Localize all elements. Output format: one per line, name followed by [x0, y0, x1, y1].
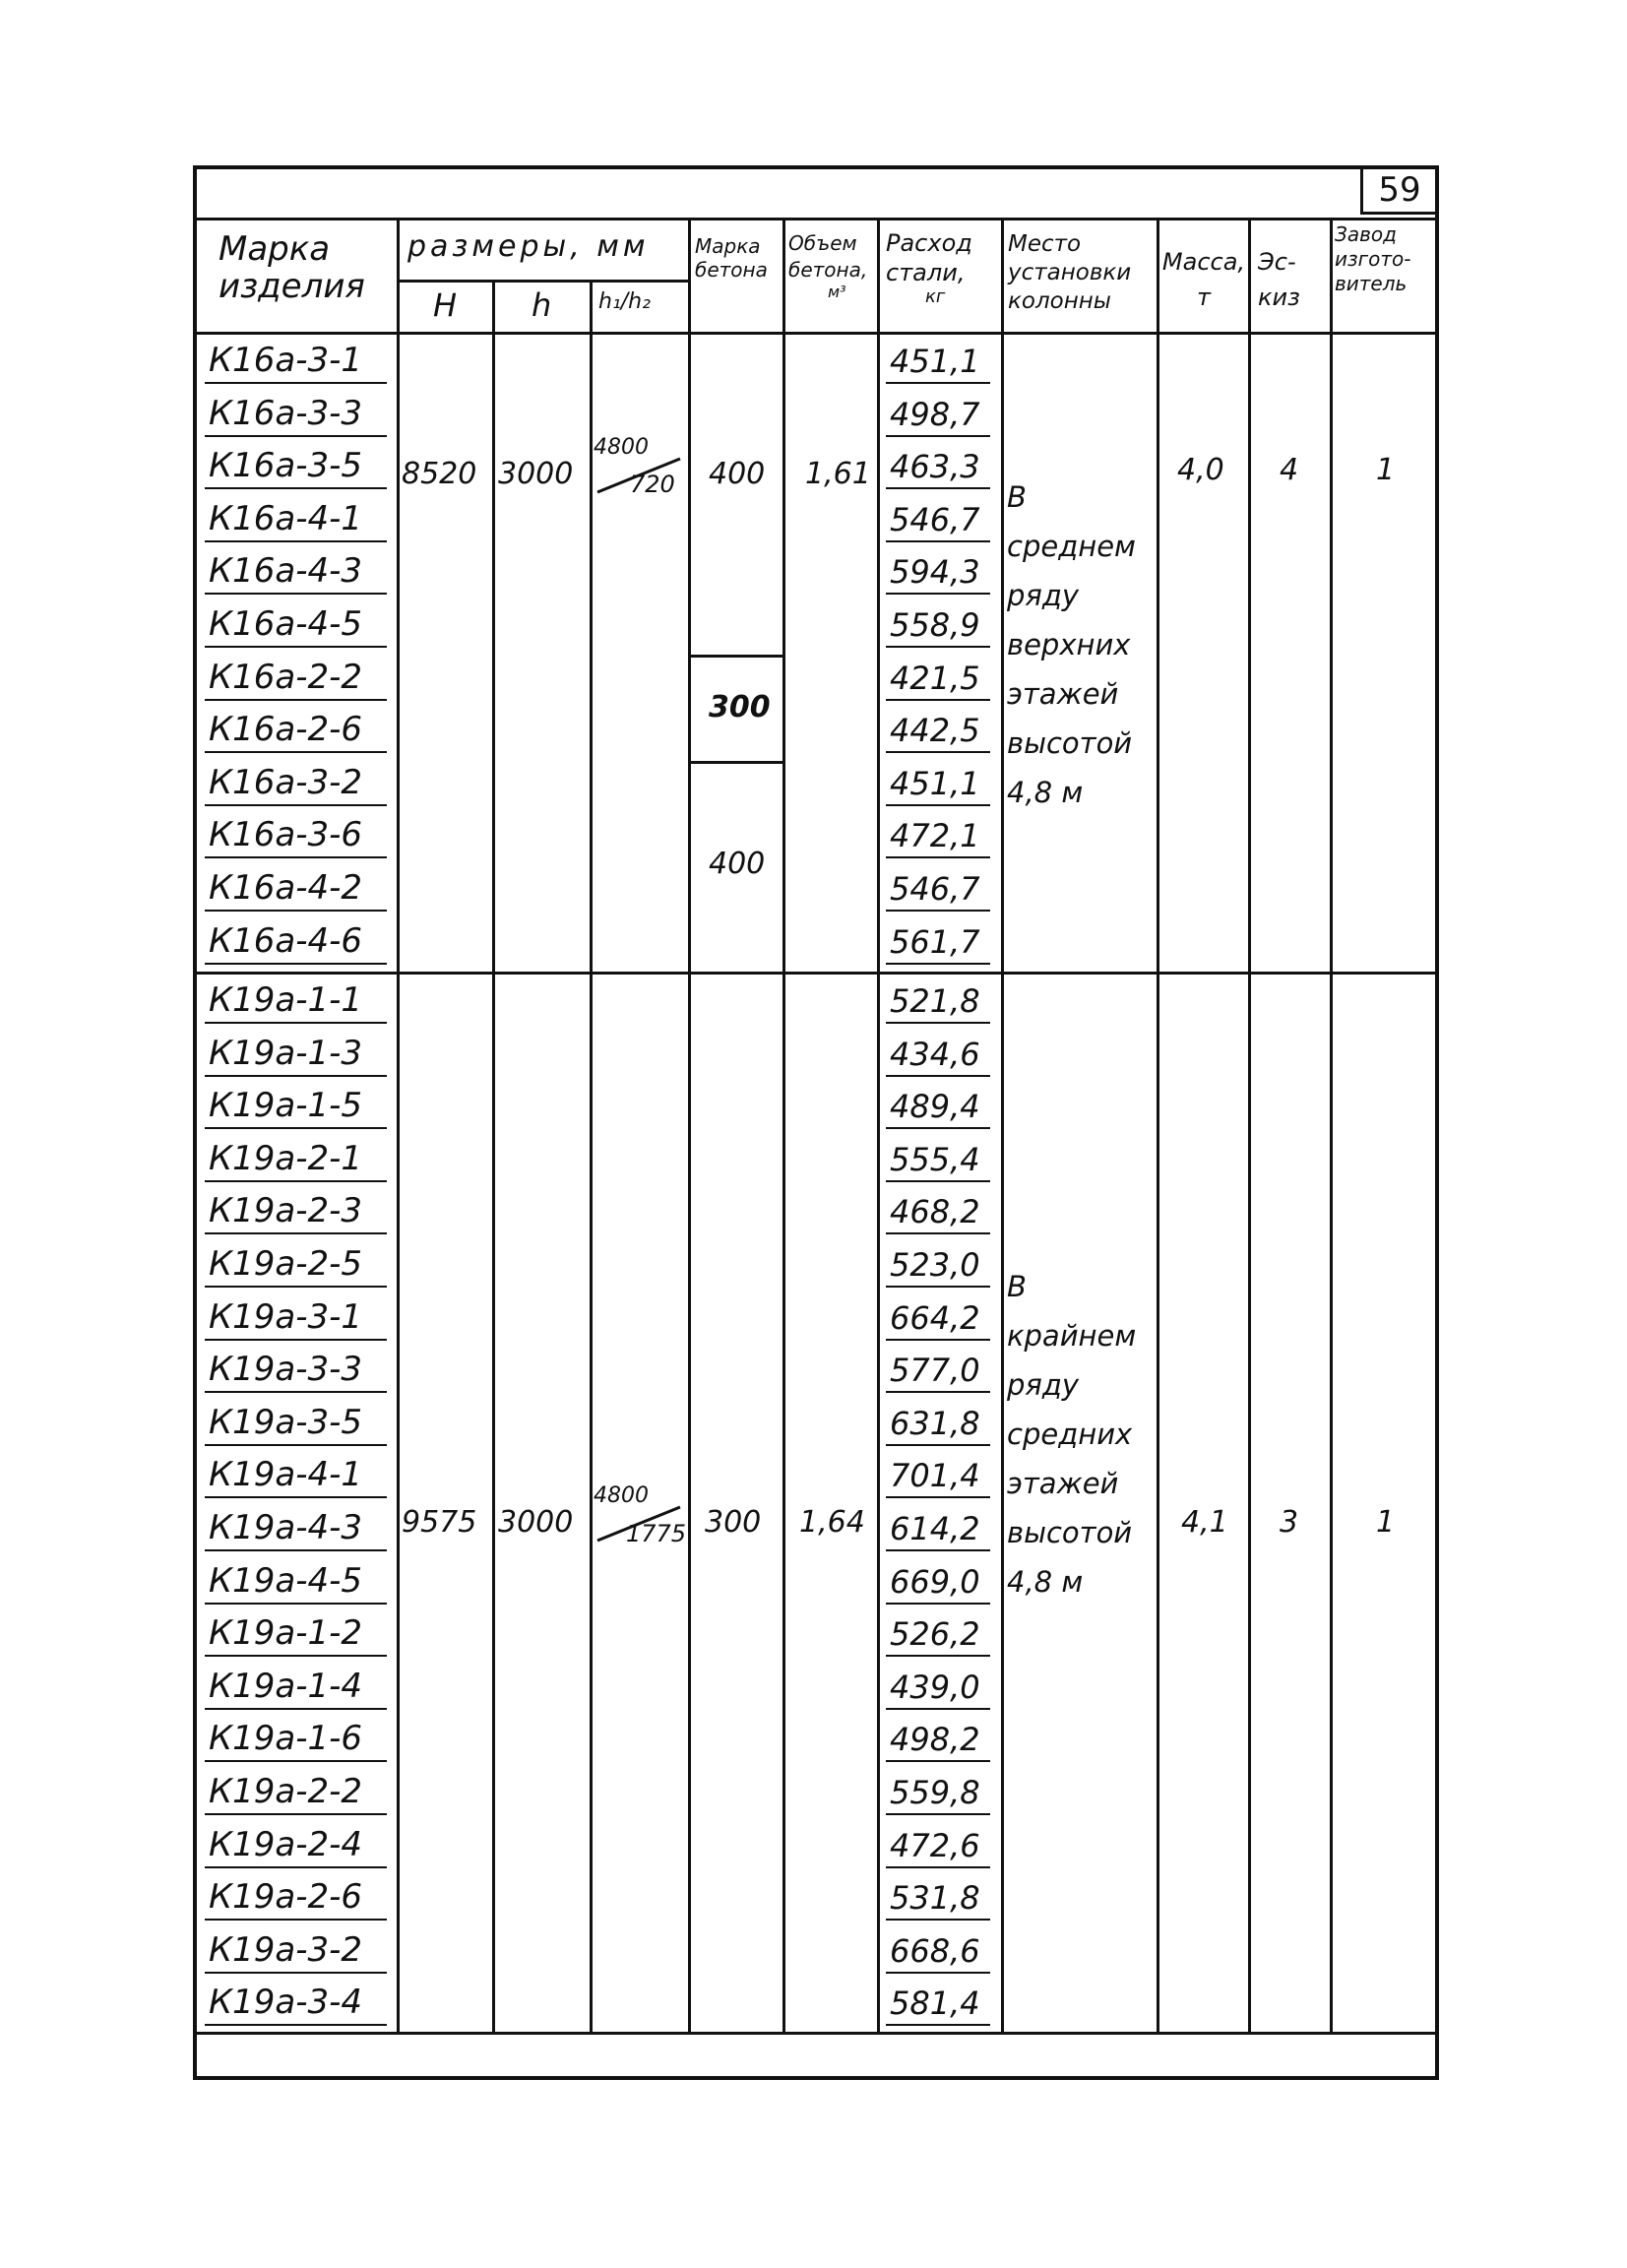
- table-row-steel: 421,5: [890, 660, 980, 697]
- table-row-mark: К16а-2-6: [209, 710, 363, 749]
- group2-H: 9575: [402, 1505, 477, 1540]
- table-row-mark: К16а-4-3: [209, 551, 363, 591]
- table-row-mark: К19а-1-2: [209, 1613, 363, 1653]
- steel-underline: [886, 699, 990, 701]
- col-line-h1h2: [688, 218, 691, 2035]
- table-row-steel: 668,6: [890, 1932, 980, 1970]
- mark-underline: [205, 1866, 387, 1868]
- table-row-mark: К19а-2-2: [209, 1772, 363, 1811]
- table-row-steel: 558,9: [890, 606, 980, 644]
- group1-H: 8520: [402, 457, 477, 491]
- mark-underline: [205, 1022, 387, 1024]
- mark-underline: [205, 1603, 387, 1605]
- steel-underline: [886, 2024, 990, 2026]
- group1-volume: 1,61: [805, 457, 871, 491]
- table-row-steel: 614,2: [890, 1510, 980, 1547]
- steel-underline: [886, 593, 990, 595]
- mark-underline: [205, 910, 387, 912]
- steel-underline: [886, 963, 990, 965]
- group1-h: 3000: [498, 457, 574, 491]
- header-h1h2: h₁/h₂: [598, 289, 651, 314]
- table-row-steel: 468,2: [890, 1193, 980, 1230]
- table-row-mark: К16а-4-2: [209, 868, 363, 908]
- table-row-steel: 577,0: [890, 1352, 980, 1389]
- col-line-H: [492, 280, 495, 2035]
- table-row-steel: 463,3: [890, 448, 980, 485]
- table-row-steel: 439,0: [890, 1669, 980, 1706]
- table-row-mark: К19а-4-3: [209, 1508, 363, 1547]
- steel-underline: [886, 1760, 990, 1762]
- table-row-mark: К19а-3-1: [209, 1297, 363, 1337]
- header-mass: Масса, т: [1161, 248, 1246, 311]
- col-line-mark: [397, 218, 400, 2035]
- mark-underline: [205, 435, 387, 437]
- table-row-steel: 489,4: [890, 1088, 980, 1125]
- table-row-mark: К19а-4-5: [209, 1561, 363, 1601]
- table-row-mark: К19а-2-6: [209, 1877, 363, 1917]
- table-row-steel: 546,7: [890, 501, 980, 538]
- mark-underline: [205, 487, 387, 489]
- table-row-steel: 559,8: [890, 1774, 980, 1811]
- group2-h2: 1775: [626, 1520, 687, 1547]
- steel-underline: [886, 1391, 990, 1393]
- group2-h1: 4800: [594, 1483, 649, 1508]
- steel-underline: [886, 1655, 990, 1657]
- header-sizes: размеры, мм: [407, 229, 650, 264]
- table-row-mark: К19а-1-5: [209, 1086, 363, 1125]
- table-row-steel: 451,1: [890, 765, 980, 802]
- table-row-mark: К19а-1-3: [209, 1034, 363, 1073]
- table-row-mark: К19а-3-2: [209, 1930, 363, 1970]
- steel-underline: [886, 1919, 990, 1921]
- drawing-sheet: [193, 165, 1439, 2080]
- steel-underline: [886, 910, 990, 912]
- group1-grade-a: 400: [709, 457, 766, 491]
- group2-sketch: 3: [1280, 1505, 1299, 1540]
- steel-underline: [886, 435, 990, 437]
- steel-underline: [886, 1232, 990, 1234]
- table-row-steel: 526,2: [890, 1615, 980, 1653]
- table-row-mark: К19а-3-5: [209, 1403, 363, 1442]
- header-plant: Завод изгото- витель: [1335, 222, 1411, 295]
- steel-underline: [886, 1708, 990, 1710]
- table-bottom-line: [197, 2032, 1439, 2035]
- group1-h2: 720: [630, 471, 675, 498]
- table-row-steel: 581,4: [890, 1984, 980, 2022]
- mark-underline: [205, 1391, 387, 1393]
- steel-underline: [886, 646, 990, 648]
- group2-grade: 300: [705, 1505, 762, 1540]
- steel-underline: [886, 1339, 990, 1341]
- table-row-steel: 521,8: [890, 982, 980, 1020]
- group2-volume: 1,64: [799, 1505, 865, 1540]
- mark-underline: [205, 1286, 387, 1288]
- steel-underline: [886, 1180, 990, 1182]
- col-line-h: [590, 280, 593, 2035]
- col-line-mass: [1248, 218, 1251, 2035]
- group2-plant: 1: [1376, 1505, 1396, 1540]
- group1-sketch: 4: [1280, 453, 1299, 487]
- table-row-mark: К19а-3-3: [209, 1350, 363, 1389]
- group2-place: В крайнем ряду средних этажей высотой 4,8 м: [1007, 1270, 1137, 1599]
- mark-underline: [205, 593, 387, 595]
- header-steel: Расход стали, кг: [886, 229, 972, 307]
- group1-grade-b: 300: [709, 690, 771, 724]
- group-divider-line: [197, 972, 1439, 975]
- grade-box-bottom: [688, 761, 782, 764]
- mark-underline: [205, 1549, 387, 1551]
- col-line-grade: [782, 218, 785, 2035]
- steel-underline: [886, 751, 990, 753]
- table-row-steel: 555,4: [890, 1141, 980, 1178]
- steel-underline: [886, 1813, 990, 1815]
- group2-mass: 4,1: [1181, 1505, 1228, 1540]
- table-row-mark: К19а-1-4: [209, 1667, 363, 1706]
- steel-underline: [886, 1075, 990, 1077]
- group1-place: В среднем ряду верхних этажей высотой 4,8 м: [1007, 480, 1136, 809]
- mark-underline: [205, 1655, 387, 1657]
- mark-underline: [205, 1708, 387, 1710]
- steel-underline: [886, 1127, 990, 1129]
- table-row-mark: К16а-3-2: [209, 763, 363, 802]
- col-line-steel: [1001, 218, 1004, 2035]
- table-row-mark: К16а-4-1: [209, 499, 363, 538]
- mark-underline: [205, 382, 387, 384]
- grade-box-top: [688, 655, 782, 658]
- steel-underline: [886, 1549, 990, 1551]
- steel-underline: [886, 804, 990, 806]
- top-band-line: [197, 218, 1439, 220]
- steel-underline: [886, 382, 990, 384]
- table-row-steel: 442,5: [890, 712, 980, 749]
- table-row-steel: 472,6: [890, 1827, 980, 1864]
- mark-underline: [205, 963, 387, 965]
- col-line-volume: [877, 218, 880, 2035]
- mark-underline: [205, 856, 387, 858]
- mark-underline: [205, 1075, 387, 1077]
- group1-plant: 1: [1376, 453, 1396, 487]
- header-sketch: Эс- киз: [1258, 248, 1300, 311]
- mark-underline: [205, 1127, 387, 1129]
- table-row-mark: К19а-2-3: [209, 1191, 363, 1230]
- group1-h1: 4800: [594, 435, 649, 460]
- table-row-steel: 451,1: [890, 343, 980, 380]
- steel-underline: [886, 540, 990, 542]
- mark-underline: [205, 1444, 387, 1446]
- steel-underline: [886, 1972, 990, 1974]
- col-line-sketch: [1330, 218, 1333, 2035]
- steel-underline: [886, 1496, 990, 1498]
- header-mark: Марка изделия: [219, 229, 365, 306]
- steel-underline: [886, 487, 990, 489]
- mark-underline: [205, 646, 387, 648]
- table-row-mark: К19а-1-6: [209, 1719, 363, 1758]
- mark-underline: [205, 804, 387, 806]
- table-row-steel: 498,2: [890, 1721, 980, 1758]
- steel-underline: [886, 1444, 990, 1446]
- table-row-mark: К19а-2-5: [209, 1244, 363, 1284]
- table-row-mark: К16а-3-3: [209, 394, 363, 433]
- table-row-mark: К19а-2-1: [209, 1139, 363, 1178]
- mark-underline: [205, 1972, 387, 1974]
- table-row-mark: К16а-2-2: [209, 658, 363, 697]
- mark-underline: [205, 1760, 387, 1762]
- table-row-mark: К19а-1-1: [209, 980, 363, 1020]
- steel-underline: [886, 1022, 990, 1024]
- col-line-place: [1157, 218, 1159, 2035]
- header-h: h: [532, 286, 552, 324]
- table-row-mark: К19а-2-4: [209, 1825, 363, 1864]
- table-row-mark: К16а-3-5: [209, 446, 363, 485]
- table-row-steel: 631,8: [890, 1405, 980, 1442]
- mark-underline: [205, 1813, 387, 1815]
- mark-underline: [205, 1180, 387, 1182]
- table-row-mark: К16а-3-1: [209, 341, 363, 380]
- table-row-mark: К16а-4-6: [209, 921, 363, 961]
- mark-underline: [205, 1919, 387, 1921]
- mark-underline: [205, 751, 387, 753]
- mark-underline: [205, 1232, 387, 1234]
- sizes-subheader-line: [397, 280, 688, 283]
- group1-grade-c: 400: [709, 847, 766, 881]
- steel-underline: [886, 1866, 990, 1868]
- mark-underline: [205, 1339, 387, 1341]
- mark-underline: [205, 1496, 387, 1498]
- table-row-steel: 498,7: [890, 396, 980, 433]
- table-row-steel: 561,7: [890, 923, 980, 961]
- table-row-mark: К16а-4-5: [209, 604, 363, 644]
- table-row-steel: 701,4: [890, 1457, 980, 1494]
- table-row-steel: 472,1: [890, 817, 980, 854]
- table-row-mark: К19а-4-1: [209, 1455, 363, 1494]
- table-row-steel: 531,8: [890, 1879, 980, 1917]
- table-row-mark: К16а-3-6: [209, 815, 363, 854]
- page-number: 59: [1360, 165, 1439, 215]
- table-row-mark: К19а-3-4: [209, 1983, 363, 2022]
- header-place: Место установки колонны: [1008, 231, 1132, 314]
- header-H: H: [433, 286, 458, 324]
- steel-underline: [886, 856, 990, 858]
- mark-underline: [205, 699, 387, 701]
- steel-underline: [886, 1286, 990, 1288]
- header-concrete-grade: Марка бетона: [695, 234, 768, 282]
- group2-h: 3000: [498, 1505, 574, 1540]
- table-row-steel: 546,7: [890, 870, 980, 908]
- header-bottom-line: [197, 332, 1439, 335]
- table-row-steel: 523,0: [890, 1246, 980, 1284]
- steel-underline: [886, 1603, 990, 1605]
- table-row-steel: 664,2: [890, 1299, 980, 1337]
- mark-underline: [205, 2024, 387, 2026]
- table-row-steel: 434,6: [890, 1036, 980, 1073]
- header-concrete-volume: Объем бетона, м³: [788, 231, 868, 301]
- table-row-steel: 594,3: [890, 553, 980, 591]
- table-row-steel: 669,0: [890, 1563, 980, 1601]
- group1-mass: 4,0: [1177, 453, 1224, 487]
- mark-underline: [205, 540, 387, 542]
